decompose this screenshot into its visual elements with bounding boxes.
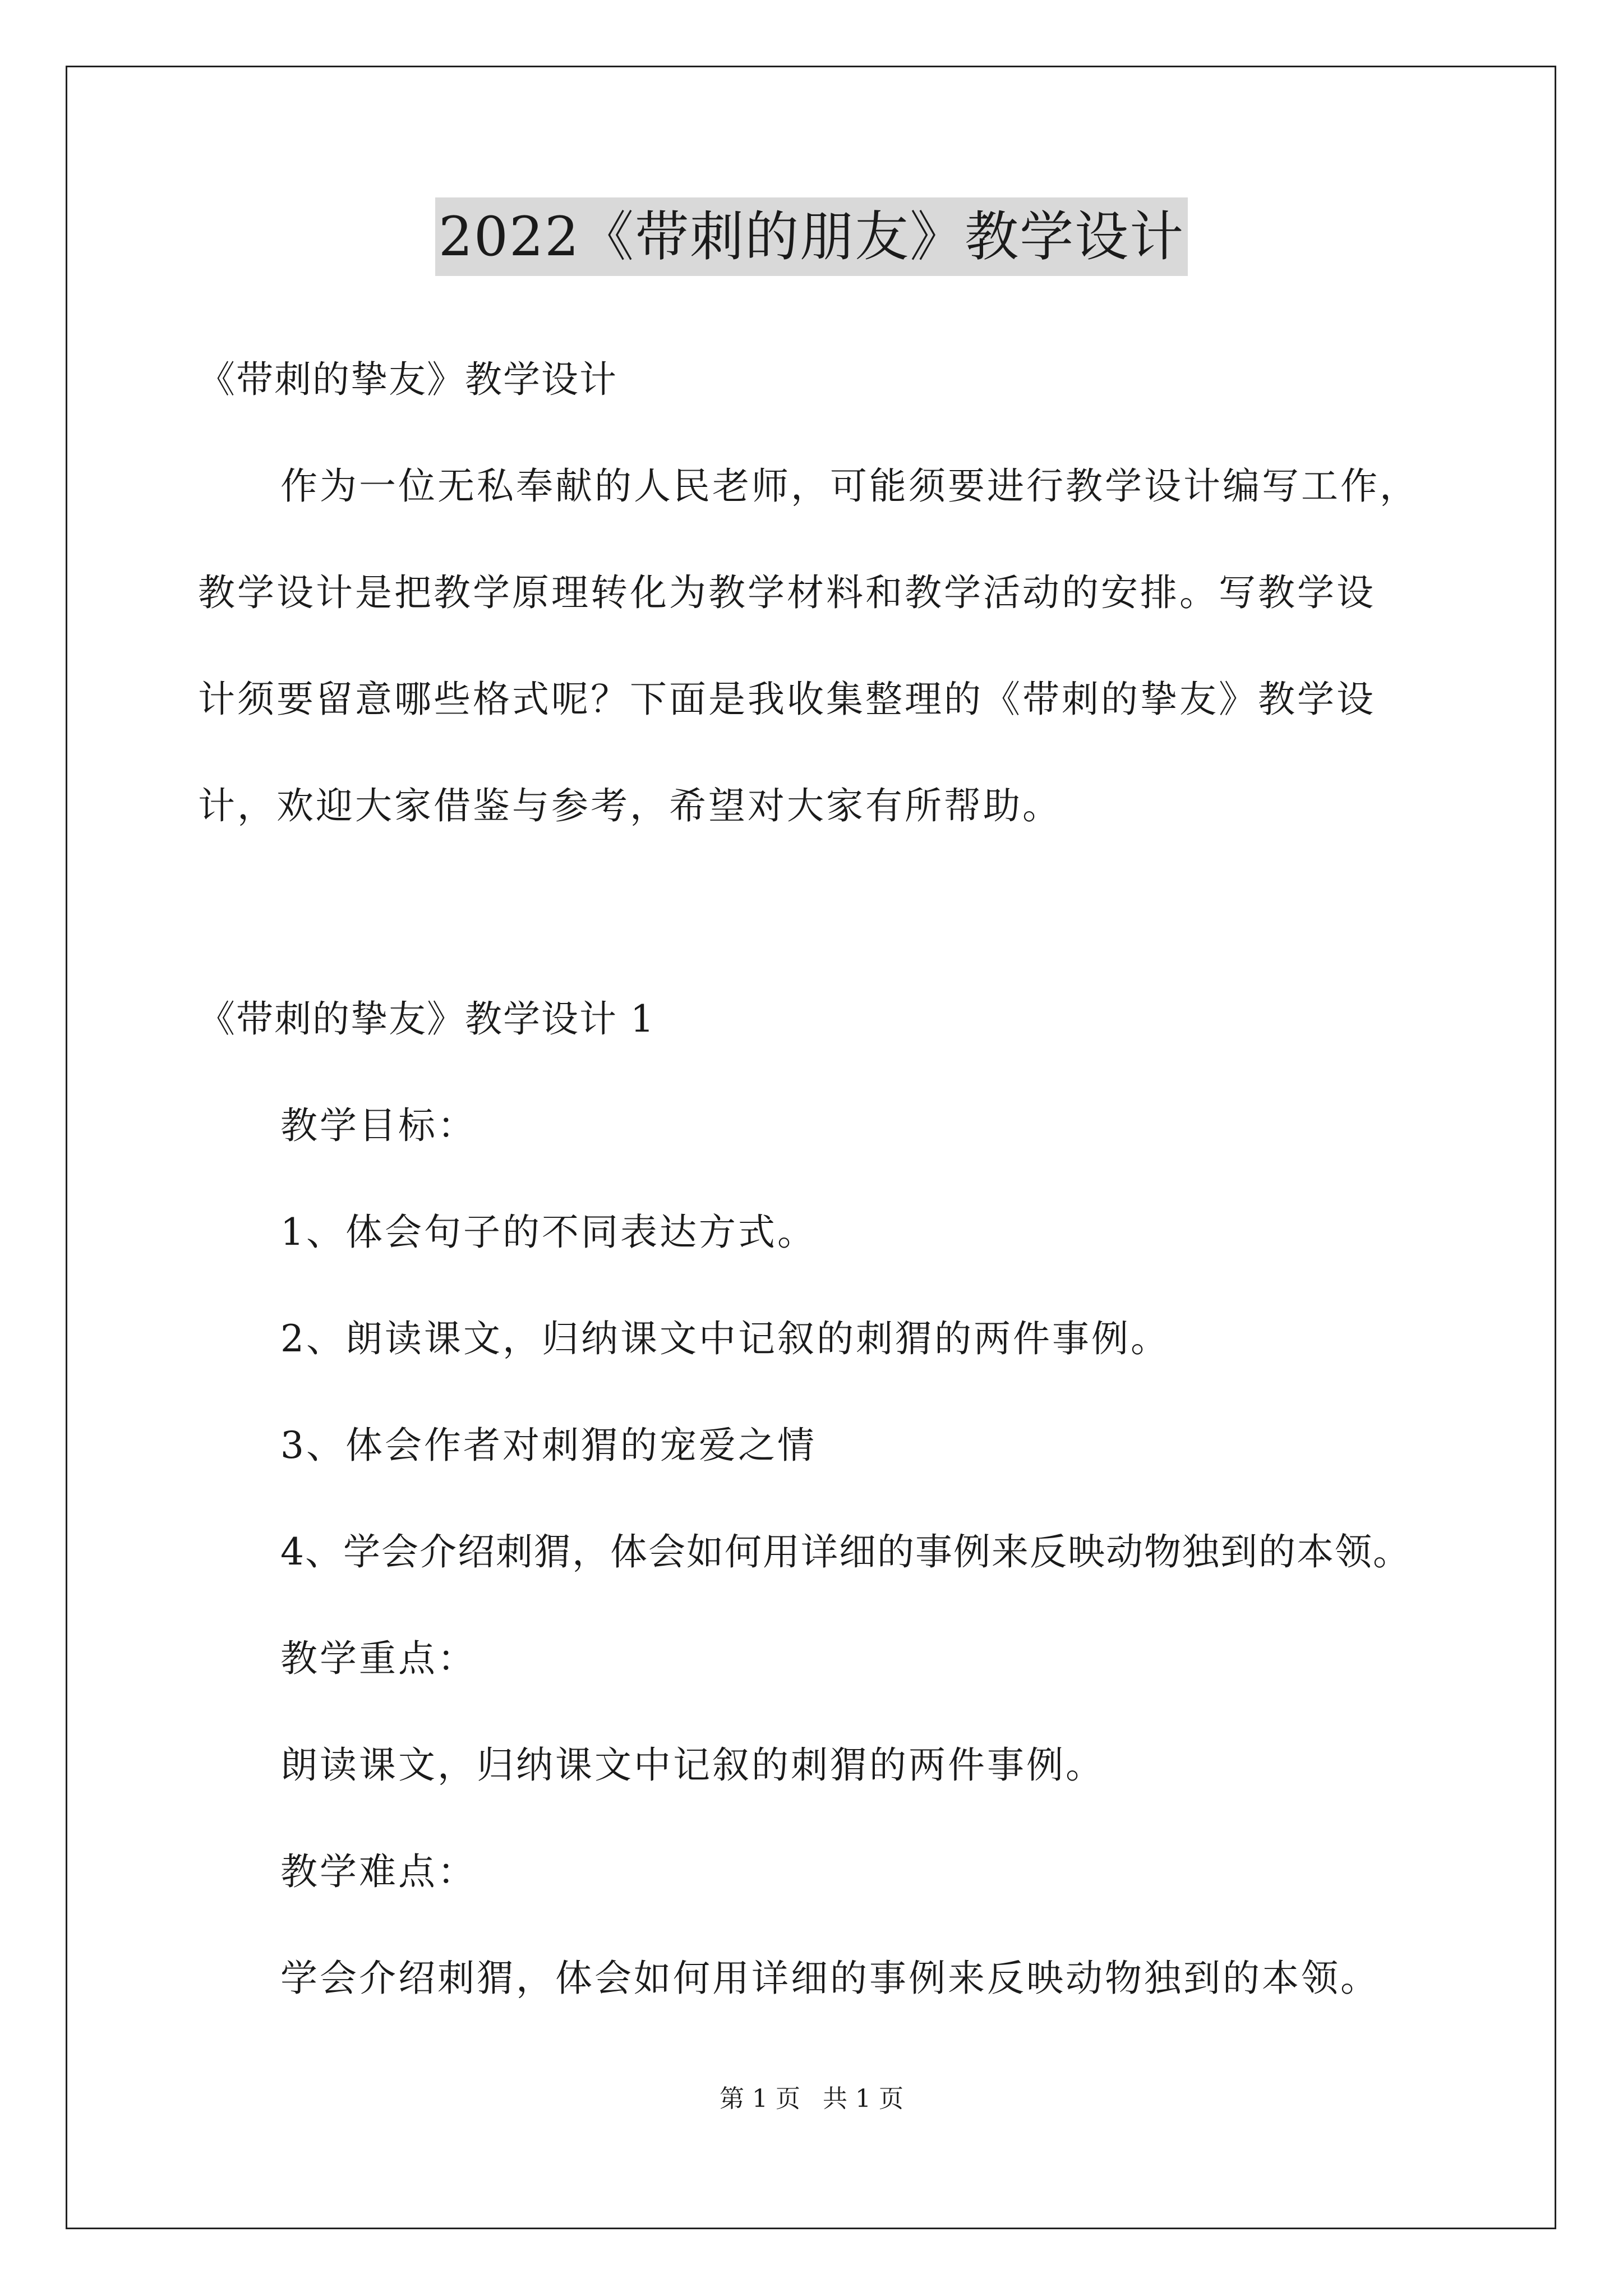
intro-line-2: 教学设计是把教学原理转化为教学材料和教学活动的安排。写教学设 <box>198 571 1376 614</box>
page-total: 共 1 页 <box>823 2085 903 2113</box>
subtitle: 《带刺的挚友》教学设计 <box>198 358 617 401</box>
page-number: 第 1 页 <box>720 2085 800 2113</box>
goal-item-4: 4、学会介绍刺猬，体会如何用详细的事例来反映动物独到的本领。 <box>280 1530 1411 1573</box>
section-heading: 《带刺的挚友》教学设计 1 <box>198 997 655 1041</box>
title-container <box>0 197 1623 276</box>
intro-line-4: 计，欢迎大家借鉴与参考，希望对大家有所帮助。 <box>198 784 1062 827</box>
intro-line-1: 作为一位无私奉献的人民老师，可能须要进行教学设计编写工作， <box>280 464 1419 508</box>
goals-label: 教学目标： <box>280 1104 477 1147</box>
key-point-label: 教学重点： <box>280 1637 477 1680</box>
goal-item-2: 2、朗读课文，归纳课文中记叙的刺猬的两件事例。 <box>280 1317 1170 1360</box>
goal-item-3: 3、体会作者对刺猬的宠爱之情 <box>280 1424 817 1467</box>
key-point-text: 朗读课文，归纳课文中记叙的刺猬的两件事例。 <box>280 1743 1105 1787</box>
intro-line-3: 计须要留意哪些格式呢？下面是我收集整理的《带刺的挚友》教学设 <box>198 678 1376 721</box>
page-footer <box>0 2082 1623 2116</box>
difficulty-label: 教学难点： <box>280 1850 477 1893</box>
difficulty-text: 学会介绍刺猬，体会如何用详细的事例来反映动物独到的本领。 <box>280 1957 1380 2000</box>
goal-item-1: 1、体会句子的不同表达方式。 <box>280 1211 817 1254</box>
document-title: 2022《带刺的朋友》教学设计 <box>435 197 1188 276</box>
